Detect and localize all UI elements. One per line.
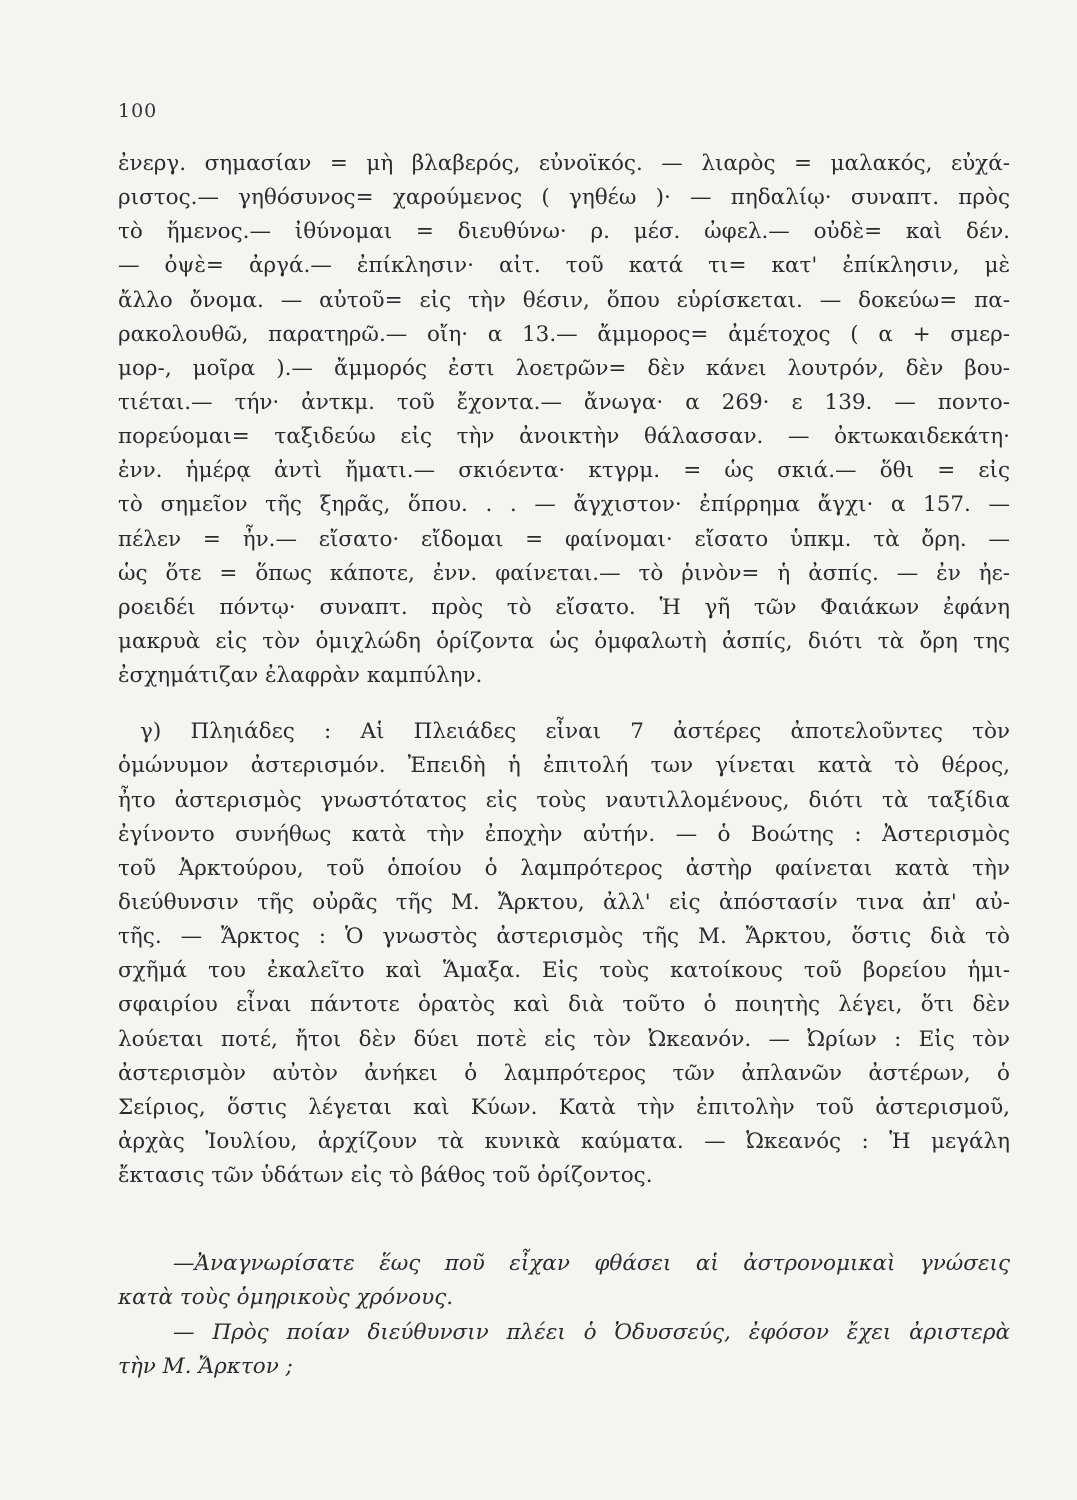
glossary-line: ἄλλο ὄνομα. — αὐτοῦ= εἰς τὴν θέσιν, ὅπου εὑρίσκεται. — δοκεύω= πα- — [118, 287, 1010, 313]
question-line: τὴν Μ. Ἄρκτον ; — [118, 1353, 293, 1379]
glossary-line: ὡς ὅτε = ὅπως κάποτε, ἐνν. φαίνεται.— τὸ ῥινὸν= ἡ ἀσπίς. — ἐν ἠε- — [118, 560, 1010, 586]
notes-line: τῆς. — Ἄρκτος : Ὁ γνωστὸς ἀστερισμὸς τῆς Μ. Ἄρκτου, ὅστις διὰ τὸ — [118, 924, 1010, 950]
glossary-block — [118, 147, 1010, 693]
glossary-line: μακρυὰ εἰς τὸν ὁμιχλώδη ὁρίζοντα ὡς ὀμφαλωτὴ ἀσπίς, διότι τὰ ὄρη της — [118, 628, 1010, 654]
notes-line: διεύθυνσιν τῆς οὐρᾶς τῆς Μ. Ἄρκτου, ἀλλ' εἰς ἀπόστασίν τινα ἀπ' αὐ- — [118, 889, 1010, 915]
questions-block — [118, 1247, 1010, 1384]
notes-line: ἀρχὰς Ἰουλίου, ἀρχίζουν τὰ κυνικὰ καύματα. — Ὠκεανός : Ἡ μεγάλη — [118, 1128, 1010, 1154]
page-body — [118, 147, 1010, 1384]
glossary-line: μορ-, μοῖρα ).— ἄμμορός ἐστι λοετρῶν= δὲν κάνει λουτρόν, δὲν βου- — [118, 355, 1010, 381]
glossary-line: τὸ ἥμενος.— ἰθύνομαι = διευθύνω· ρ. μέσ. ὠφελ.— οὐδὲ= καὶ δέν. — [118, 219, 1010, 245]
glossary-line: — ὀψὲ= ἀργά.— ἐπίκλησιν· αἰτ. τοῦ κατά τι= κατ' ἐπίκλησιν, μὲ — [118, 253, 1010, 279]
glossary-line: ρακολουθῶ, παρατηρῶ.— οἴη· α 13.— ἄμμορος= ἀμέτοχος ( α + σμερ- — [118, 321, 1010, 347]
notes-line: ἔκτασις τῶν ὑδάτων εἰς τὸ βάθος τοῦ ὁρίζοντος. — [118, 1163, 653, 1189]
notes-line: ἐγίνοντο συνήθως κατὰ τὴν ἐποχὴν αὐτήν. — ὁ Βοώτης : Ἀστερισμὸς — [118, 821, 1010, 847]
notes-line: σχῆμά του ἐκαλεῖτο καὶ Ἅμαξα. Εἰς τοὺς κατοίκους τοῦ βορείου ἡμι- — [118, 958, 1010, 984]
glossary-line: τὸ σημεῖον τῆς ξηρᾶς, ὅπου. . . — ἄγχιστον· ἐπίρρημα ἄγχι· α 157. — — [118, 492, 1010, 518]
question-line: κατὰ τοὺς ὁμηρικοὺς χρόνους. — [118, 1285, 454, 1311]
notes-line: τοῦ Ἀρκτούρου, τοῦ ὁποίου ὁ λαμπρότερος ἀστὴρ φαίνεται κατὰ τὴν — [118, 855, 1010, 881]
notes-line: Σείριος, ὅστις λέγεται καὶ Κύων. Κατὰ τὴν ἐπιτολὴν τοῦ ἀστερισμοῦ, — [118, 1094, 1010, 1120]
section-gap — [118, 1193, 1010, 1247]
glossary-line: ροειδέι πόντῳ· συναπτ. πρὸς τὸ εἴσατο. Ἡ γῆ τῶν Φαιάκων ἐφάνη — [118, 594, 1010, 620]
glossary-line: πορεύομαι= ταξιδεύω εἰς τὴν ἀνοικτὴν θάλασσαν. — ὀκτωκαιδεκάτη· — [118, 424, 1010, 450]
glossary-line: ἐνν. ἡμέρᾳ ἀντὶ ἤματι.— σκιόεντα· κτγρμ. = ὡς σκιά.— ὅθι = εἰς — [118, 458, 1010, 484]
notes-line: σφαιρίου εἶναι πάντοτε ὁρατὸς καὶ διὰ τοῦτο ὁ ποιητὴς λέγει, ὅτι δὲν — [118, 992, 1010, 1018]
glossary-line: πέλεν = ἦν.— εἴσατο· εἴδομαι = φαίνομαι· εἴσατο ὑπκμ. τὰ ὄρη. — — [118, 526, 1010, 552]
glossary-line: ριστος.— γηθόσυνος= χαρούμενος ( γηθέω )· — πηδαλίῳ· συναπτ. πρὸς — [118, 185, 1010, 211]
paragraph-gap — [118, 693, 1010, 715]
notes-line: γ) Πληιάδες : Αἱ Πλειάδες εἶναι 7 ἀστέρες ἀποτελοῦντες τὸν — [140, 719, 1010, 745]
notes-block — [118, 715, 1010, 1193]
notes-line: ὁμώνυμον ἀστερισμόν. Ἐπειδὴ ἡ ἐπιτολή των γίνεται κατὰ τὸ θέρος, — [118, 753, 1010, 779]
page-number: 100 — [118, 100, 158, 122]
glossary-line: ἐνεργ. σημασίαν = μὴ βλαβερός, εὐνοϊκός. — λιαρὸς = μαλακός, εὐχά- — [118, 151, 1010, 176]
question-line: —Ἀναγνωρίσατε ἕως ποῦ εἶχαν φθάσει αἱ ἀστρονομικαὶ γνώσεις — [173, 1251, 1010, 1277]
notes-line: ἦτο ἀστερισμὸς γνωστότατος εἰς τοὺς ναυτιλλομένους, διότι τὰ ταξίδια — [118, 787, 1010, 813]
question-line: — Πρὸς ποίαν διεύθυνσιν πλέει ὁ Ὀδυσσεύς, ἐφόσον ἔχει ἀριστερὰ — [173, 1319, 1010, 1345]
glossary-line: τιέται.— τήν· ἀντκμ. τοῦ ἔχοντα.— ἄνωγα· α 269· ε 139. — ποντο- — [118, 389, 1010, 415]
notes-line: λούεται ποτέ, ἤτοι δὲν δύει ποτὲ εἰς τὸν Ὠκεανόν. — Ὠρίων : Εἰς τὸν — [118, 1026, 1010, 1052]
glossary-line: ἐσχημάτιζαν ἐλαφρὰν καμπύλην. — [118, 663, 483, 689]
notes-line: ἀστερισμὸν αὐτὸν ἀνήκει ὁ λαμπρότερος τῶν ἀπλανῶν ἀστέρων, ὁ — [118, 1060, 1010, 1086]
